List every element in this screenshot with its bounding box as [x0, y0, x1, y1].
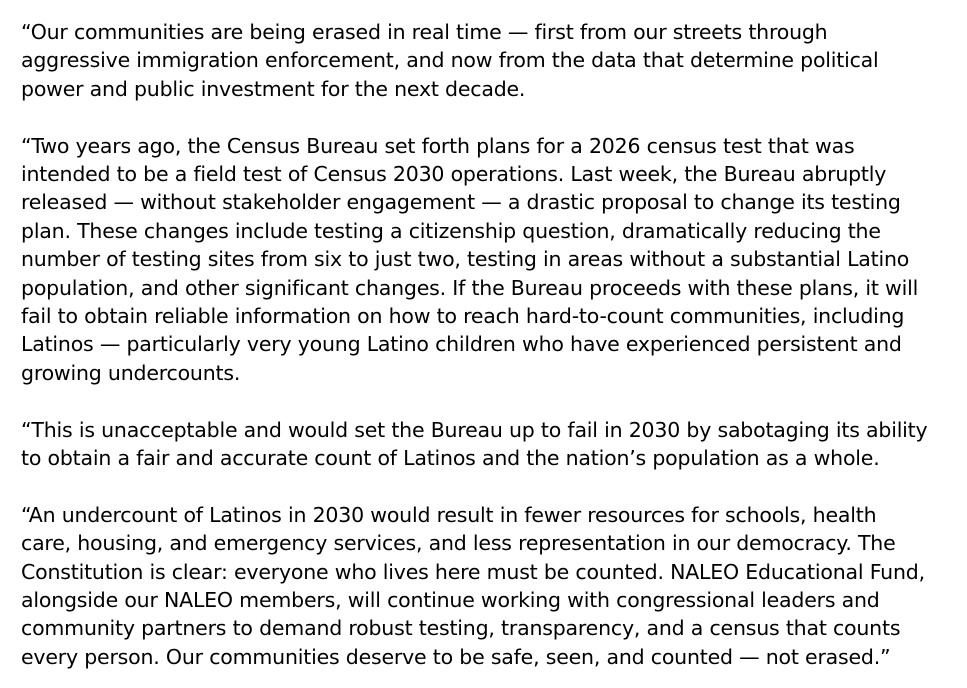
- paragraph-erased-in-real-time: “Our communities are being erased in real time — first from our streets through aggressive immigration enforcement, and now from the data that determine political power and public investment for the next decade.: [21, 20, 879, 101]
- paragraph-undercount-consequences: “An undercount of Latinos in 2030 would result in fewer resources for schools, health care, housing, and emergency services, and less representation in our democracy. The Constitution is clear: everyone who lives here must be counted. NALEO Educational Fund, alongside our NALEO members, will continue working with congressional leaders and community partners to demand robust testing, transparency, and a census that counts every person. Our communities deserve to be safe, seen, and counted — not erased.”: [21, 502, 925, 669]
- paragraph-unacceptable: “This is unacceptable and would set the Bureau up to fail in 2030 by sabotaging its ability to obtain a fair and accurate count of Latinos and the nation’s population as a whole.: [21, 417, 928, 471]
- statement-document: [21, 18, 956, 671]
- paragraph-census-test-plans: “Two years ago, the Census Bureau set forth plans for a 2026 census test that was intended to be a field test of Census 2030 operations. Last week, the Bureau abruptly released — without stakeholder engagement — a drastic proposal to change its testing plan. These changes include testing a citizenship question, dramatically reducing the number of testing sites from six to just two, testing in areas without a substantial Latino population, and other significant changes. If the Bureau proceeds with these plans, it will fail to obtain reliable information on how to reach hard-to-count communities, including Latinos — particularly very young Latino children who have experienced persistent and growing undercounts.: [21, 133, 919, 385]
